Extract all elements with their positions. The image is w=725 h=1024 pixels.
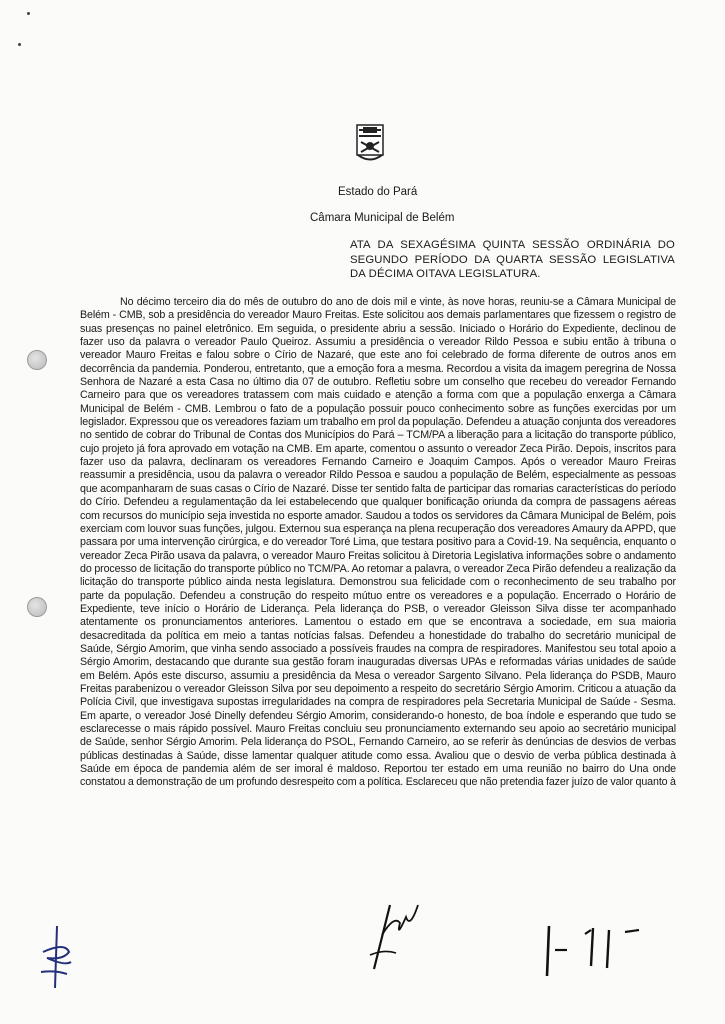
scan-dot	[27, 12, 30, 15]
punch-hole	[27, 597, 47, 617]
punch-hole	[27, 350, 47, 370]
signature-icon	[360, 895, 430, 975]
coat-of-arms-icon	[356, 124, 384, 164]
signature-icon	[35, 922, 75, 992]
minutes-body	[80, 296, 676, 790]
document-subject: ATA DA SEXAGÉSIMA QUINTA SESSÃO ORDINÁRIA DO SEGUNDO PERÍODO DA QUARTA SESSÃO LEGISLATIVA DA DÉCIMA OITAVA LEGISLATURA.	[350, 239, 675, 281]
minutes-text: No décimo terceiro dia do mês de outubro do ano de dois mil e vinte, às nove horas, reuniu-se a Câmara Municipal de Belém - CMB, sob a presidência do vereador Mauro Freitas. Este solicitou aos demais parlamentares que fizessem o registro de suas presenças no painel eletrônico. Em seguida, o presidente abriu a sessão. Iniciado o Horário do Expediente, declinou de fazer uso da palavra o vereador Paulo Queiroz. Assumiu a presidência o vereador Rildo Pessoa e subiu então à tribuna o vereador Mauro Freitas e falou sobre o Círio de Nazaré, que este ano foi celebrado de forma diferente de outros anos em decorrência da pandemia. Ponderou, entretanto, que a emoção fora a mesma. Recordou a visita da imagem peregrina de Nossa Senhora de Nazaré a esta Casa no último dia 07 de outubro. Refletiu sobre um conselho que recebeu do vereador Fernando Carneiro para que os vereadores tratassem com mais cuidado e atenção a forma com que a população enxerga a Câmara Municipal de Belém - CMB. Lembrou o fato de a população possuir pouco conhecimento sobre as funções exercidas por um legislador. Expressou que os vereadores faziam um trabalho em prol da população. Defendeu a atuação conjunta dos vereadores no sentido de cobrar do Tribunal de Contas dos Municípios do Pará – TCM/PA a liberação para a licitação do transporte público, cujo projeto já fora aprovado em votação na CMB. Em aparte, comentou o assunto o vereador Zeca Pirão. Depois, inscritos para fazer uso da palavra, declinaram os vereadores Fernando Carneiro e Joaquim Campos. Após o vereador Mauro Freiras reassumir a presidência, usou da palavra o vereador Rildo Pessoa e saudou a população de Belém, especialmente as pessoas que acompanharam de suas casas o Círio de Nazaré. Disse ter sentido falta de participar das romarias características do período do Círio. Defendeu a regulamentação da lei estabelecendo que qualquer bonificação oriunda da compra de passagens aéreas com recursos do município seja investida no esporte amador. Saudou a todos os servidores da Câmara Municipal de Belém, pois exerciam com louvor suas funções, julgou. Externou sua esperança na plena recuperação dos vereadores Amaury da APPD, que passara por uma intervenção cirúrgica, e do vereador Toré Lima, que testara positivo para a Covid-19. Na sequência, enquanto o vereador Zeca Pirão usava da palavra, o vereador Mauro Freitas solicitou à Diretoria Legislativa informações sobre o andamento do processo de licitação do transporte público no TCM/PA. Ao retomar a palavra, o vereador Zeca Pirão defendeu a realização da licitação do transporte público ainda nesta legislatura. Demonstrou sua felicidade com o reconhecimento de seu trabalho por parte da população. Defendeu a construção do respeito mútuo entre os vereadores e a população. Encerrado o Horário de Expediente, teve início o Horário de Liderança. Pela liderança do PSB, o vereador Gleisson Silva disse ter acompanhado atentamente os pronunciamentos anteriores. Lamentou o estado em que se encontrava a sociedade, em sua maioria desacreditada da política em meio a tantas notícias falsas. Defendeu a honestidade do trabalho do secretário municipal de Saúde, Sérgio Amorim, que vinha sendo associado a possíveis fraudes na compra de respiradores. Manifestou seu total apoio a Sérgio Amorim, destacando que durante sua gestão foram inauguradas diversas UPAs e reformadas várias unidades de saúde em Belém. Após este discurso, assumiu a presidência da Mesa o vereador Sargento Silvano. Pela liderança do PSDB, Mauro Freitas parabenizou o vereador Gleisson Silva por seu depoimento a respeito do secretário Sérgio Amorim. Criticou a atuação da Polícia Civil, que investigava supostas irregularidades na compra de respiradores pela Secretaria Municipal de Saúde - Sesma. Em aparte, o vereador José Dinelly defendeu Sérgio Amorim, considerando-o honesto, de boa índole e esperando que tudo se esclarecesse o mais rápido possível. Mauro Freitas concluiu seu pronunciamento externando seu apoio ao secretário municipal de Saúde, senhor Sérgio Amorim. Pela liderança do PSOL, Fernando Carneiro, ao se referir às denúncias de desvios de verbas públicas destinadas à Saúde, disse lamentar qualquer atitude como essa. Avaliou que o desvio de verba pública destinada à Saúde em época de pandemia além de ser imoral é maldoso. Reportou ter estado em uma reunião no bairro do Una onde constatou a demonstração de um profundo desrespeito com a política. Esclareceu que não pretendia fazer juízo de valor quanto à	[80, 296, 676, 789]
scan-dot	[18, 43, 21, 46]
chamber-name: Câmara Municipal de Belém	[310, 212, 455, 224]
page-mark	[535, 920, 655, 980]
state-name: Estado do Pará	[338, 186, 418, 198]
